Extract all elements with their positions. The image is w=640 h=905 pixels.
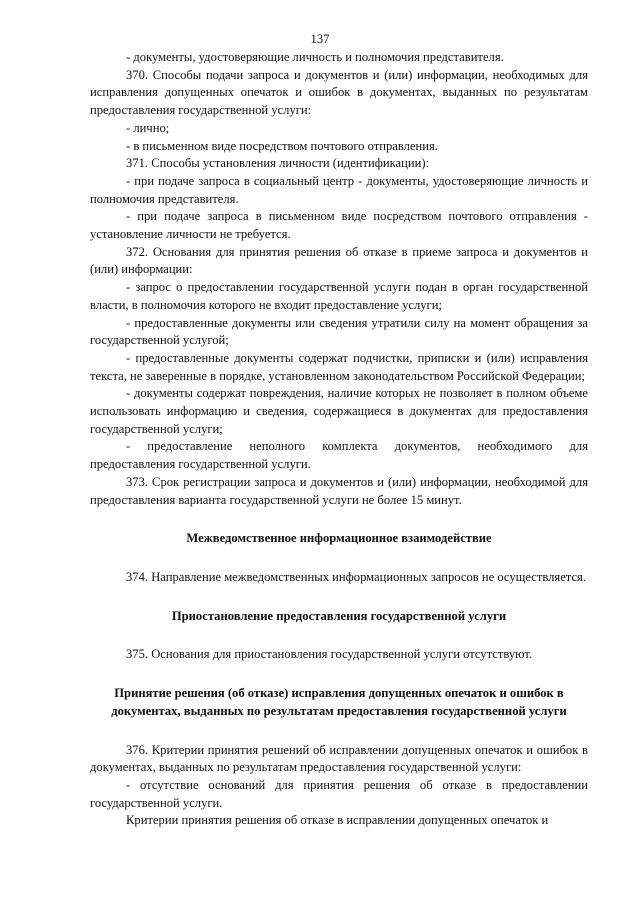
section-heading: Принятие решения (об отказе) исправления допущенных опечаток и ошибок в документах, выданных по результатам предоставления государственной услуги [111, 686, 567, 718]
paragraph-372: 372. Основания для принятия решения об отказе в приеме запроса и документов и (или) информации: [90, 244, 588, 277]
list-item: - при подаче запроса в социальный центр - документы, удостоверяющие личность и полномочия представителя. [90, 173, 588, 206]
paragraph: - документы, удостоверяющие личность и полномочия представителя. [126, 50, 504, 64]
paragraph-373: 373. Срок регистрации запроса и документов и (или) информации, необходимой для предоставления варианта государственной услуги не более 15 минут. [90, 474, 588, 507]
paragraph-374: 374. Направление межведомственных информационных запросов не осуществляется. [126, 569, 586, 584]
list-item: - лично; [126, 120, 170, 135]
paragraph-376: 376. Критерии принятия решений об исправлении допущенных опечаток и ошибок в документах, выданных по результатам предоставления государственной услуги: [90, 742, 588, 775]
paragraph-375: 375. Основания для приостановления государственной услуги отсутствуют. [126, 647, 533, 662]
section-heading: Межведомственное информационное взаимодействие [186, 531, 492, 546]
list-item: - в письменном виде посредством почтового отправления. [126, 138, 438, 153]
paragraph-370: 370. Способы подачи запроса и документов и (или) информации, необходимых для исправления допущенных опечаток и ошибок в документах, выданных по результатам предоставления государственной услуги: [90, 67, 588, 118]
list-item: - запрос о предоставлении государственной услуги подан в орган государственной власти, в полномочия которого не входит предоставление услуги; [90, 280, 588, 312]
list-item: - документы содержат повреждения, наличие которых не позволяет в полном объеме использовать информацию и сведения, содержащиеся в документах для предоставления государственной услуги; [90, 386, 588, 436]
paragraph-371: 371. Способы установления личности (идентификации): [126, 156, 430, 171]
list-item: - предоставленные документы или сведения утратили силу на момент обращения за государственной услугой; [90, 315, 588, 348]
paragraph: Критерии принятия решения об отказе в исправлении допущенных опечаток и [126, 813, 549, 828]
list-item: - при подаче запроса в письменном виде посредством почтового отправления - установление личности не требуется. [90, 209, 588, 242]
list-item: - предоставление неполного комплекта документов, необходимого для предоставления государственной услуги. [90, 439, 588, 472]
page-number: 137 [310, 32, 330, 46]
list-item: - отсутствие оснований для принятия решения об отказе в предоставлении государственной услуги. [90, 777, 588, 810]
list-item: - предоставленные документы содержат подчистки, приписки и (или) исправления текста, не заверенные в порядке, установленном законодательством Российской Федерации; [90, 350, 588, 383]
document-body [90, 49, 588, 830]
section-heading: Приостановление предоставления государственной услуги [171, 608, 507, 623]
